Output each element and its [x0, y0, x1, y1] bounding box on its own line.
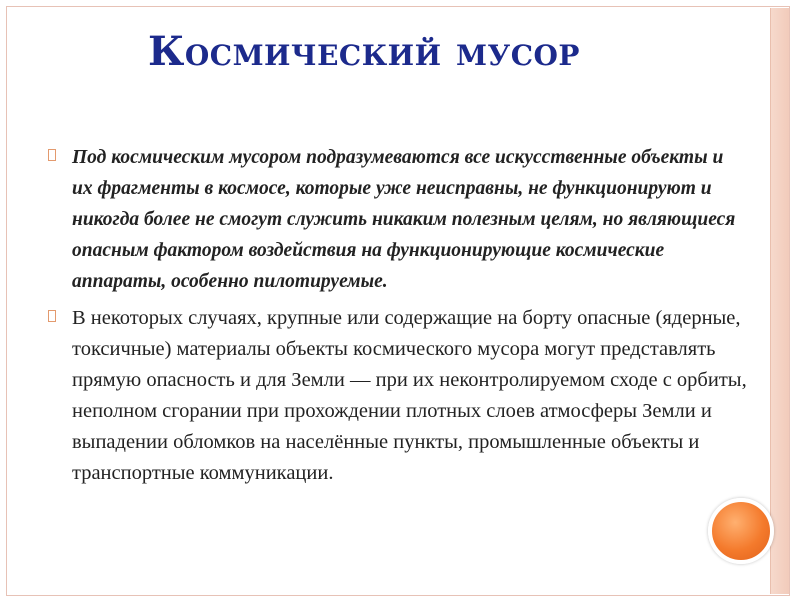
slide-title: Космический мусор [148, 28, 580, 75]
bullet-text: Под космическим мусором подразумеваются все искусственные объекты и их фрагменты в космосе, которые уже неисправны, не функционируют и никогда более не смогут служить никаким полезным целям, но являющиеся опасным фактором воздействия на функционирующие космические аппараты, особенно пилотируемые. [72, 147, 736, 292]
orange-circle-icon [708, 498, 774, 564]
bullet-list [48, 142, 748, 495]
bullet-item [48, 142, 748, 297]
bullet-item [48, 303, 748, 489]
bullet-text: В некоторых случаях, крупные или содержащие на борту опасные (ядерные, токсичные) материалы объекты космического мусора могут представлять прямую опасность и для Земли — при их неконтролируемом сходе с орбиты, неполном сгорании при прохождении плотных слоев атмосферы Земли и выпадении обломков на населённые пункты, промышленные объекты и транспортные коммуникации. [72, 307, 747, 484]
bullet-marker-icon [48, 310, 56, 322]
bullet-marker-icon [48, 149, 56, 161]
decorative-side-bar [770, 8, 789, 594]
